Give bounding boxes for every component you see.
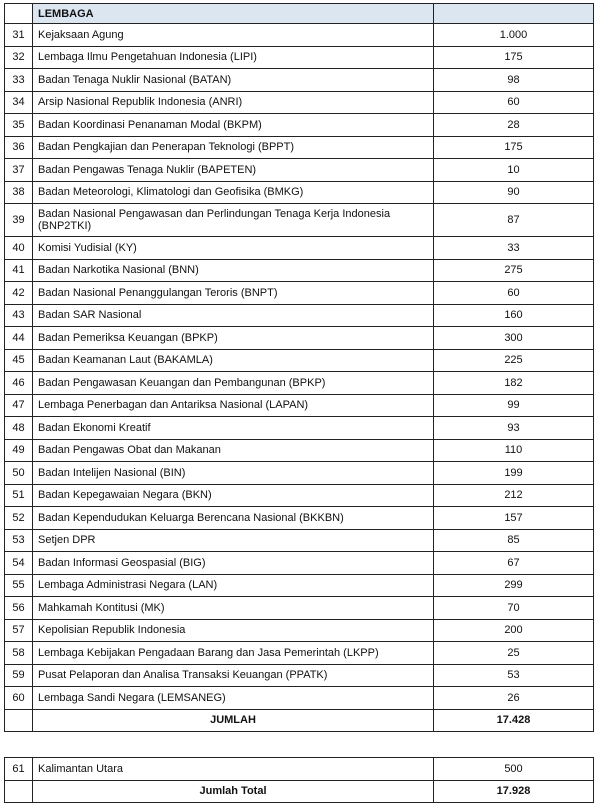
row-number: 51: [5, 484, 33, 507]
table-row: [5, 349, 594, 372]
table-row: [5, 46, 594, 69]
table-row: [5, 327, 594, 350]
table-row: [5, 758, 594, 781]
jumlah-value: 17.428: [434, 709, 594, 731]
jumlah-blank-cell: [5, 709, 33, 731]
row-number: 42: [5, 282, 33, 305]
table-row: [5, 574, 594, 597]
row-name: Badan Intelijen Nasional (BIN): [33, 462, 434, 485]
row-number: 34: [5, 91, 33, 114]
header-lembaga: LEMBAGA: [33, 4, 434, 24]
header-blank-cell: [5, 4, 33, 24]
row-name: Badan Pengawas Tenaga Nuklir (BAPETEN): [33, 159, 434, 182]
table-row: [5, 462, 594, 485]
row-name: Kejaksaan Agung: [33, 24, 434, 47]
row-name: Badan Ekonomi Kreatif: [33, 417, 434, 440]
row-name: Badan Kepegawaian Negara (BKN): [33, 484, 434, 507]
row-number: 46: [5, 372, 33, 395]
table-row: [5, 619, 594, 642]
row-name: Pusat Pelaporan dan Analisa Transaksi Keuangan (PPATK): [33, 664, 434, 687]
table-row: [5, 259, 594, 282]
row-name: Setjen DPR: [33, 529, 434, 552]
row-name: Badan Nasional Penanggulangan Teroris (BNPT): [33, 282, 434, 305]
row-number: 47: [5, 394, 33, 417]
row-name: Badan Kependudukan Keluarga Berencana Nasional (BKKBN): [33, 507, 434, 530]
row-number: 56: [5, 597, 33, 620]
table-row: [5, 372, 594, 395]
row-name: Lembaga Kebijakan Pengadaan Barang dan Jasa Pemerintah (LKPP): [33, 642, 434, 665]
row-value: 25: [434, 642, 594, 665]
table-row: [5, 439, 594, 462]
table-row: [5, 24, 594, 47]
row-value: 93: [434, 417, 594, 440]
row-name: Lembaga Ilmu Pengetahuan Indonesia (LIPI): [33, 46, 434, 69]
row-number: 33: [5, 69, 33, 92]
row-number: 49: [5, 439, 33, 462]
row-number: 60: [5, 687, 33, 710]
row-value: 175: [434, 136, 594, 159]
row-name: Badan Narkotika Nasional (BNN): [33, 259, 434, 282]
table-row: [5, 687, 594, 710]
row-number: 55: [5, 574, 33, 597]
row-name: Badan Tenaga Nuklir Nasional (BATAN): [33, 69, 434, 92]
row-number: 57: [5, 619, 33, 642]
row-value: 300: [434, 327, 594, 350]
row-value: 26: [434, 687, 594, 710]
row-number: 50: [5, 462, 33, 485]
total-blank-cell: [5, 780, 33, 802]
row-name: Badan Meteorologi, Klimatologi dan Geofisika (BMKG): [33, 181, 434, 204]
row-name: Badan Nasional Pengawasan dan Perlindungan Tenaga Kerja Indonesia (BNP2TKI): [33, 204, 434, 237]
table-row: [5, 394, 594, 417]
table-row: [5, 304, 594, 327]
table-row: [5, 237, 594, 260]
jumlah-label: JUMLAH: [33, 709, 434, 731]
row-value: 110: [434, 439, 594, 462]
row-number: 36: [5, 136, 33, 159]
row-value: 212: [434, 484, 594, 507]
row-value: 60: [434, 91, 594, 114]
row-name: Badan Informasi Geospasial (BIG): [33, 552, 434, 575]
row-number: 48: [5, 417, 33, 440]
row-number: 52: [5, 507, 33, 530]
row-name: Lembaga Sandi Negara (LEMSANEG): [33, 687, 434, 710]
row-name: Lembaga Administrasi Negara (LAN): [33, 574, 434, 597]
row-number: 45: [5, 349, 33, 372]
row-number: 53: [5, 529, 33, 552]
table-row: [5, 417, 594, 440]
jumlah-row: [5, 709, 594, 731]
row-number: 32: [5, 46, 33, 69]
row-value: 175: [434, 46, 594, 69]
row-value: 160: [434, 304, 594, 327]
header-value-cell: [434, 4, 594, 24]
row-number: 54: [5, 552, 33, 575]
row-value: 99: [434, 394, 594, 417]
row-value: 500: [434, 758, 594, 781]
row-name: Arsip Nasional Republik Indonesia (ANRI): [33, 91, 434, 114]
row-value: 1.000: [434, 24, 594, 47]
row-number: 39: [5, 204, 33, 237]
row-number: 37: [5, 159, 33, 182]
table-row: [5, 136, 594, 159]
row-name: Badan SAR Nasional: [33, 304, 434, 327]
row-value: 299: [434, 574, 594, 597]
table-row: [5, 664, 594, 687]
row-name: Lembaga Penerbagan dan Antariksa Nasional (LAPAN): [33, 394, 434, 417]
lembaga-table: [4, 3, 594, 732]
row-number: 40: [5, 237, 33, 260]
jumlah-total-label: Jumlah Total: [33, 780, 434, 802]
table-row: [5, 484, 594, 507]
row-value: 182: [434, 372, 594, 395]
row-value: 90: [434, 181, 594, 204]
table-header-row: [5, 4, 594, 24]
row-number: 58: [5, 642, 33, 665]
table-row: [5, 91, 594, 114]
row-name: Mahkamah Kontitusi (MK): [33, 597, 434, 620]
row-name: Badan Pengkajian dan Penerapan Teknologi (BPPT): [33, 136, 434, 159]
row-number: 38: [5, 181, 33, 204]
row-number: 31: [5, 24, 33, 47]
table-row: [5, 69, 594, 92]
row-value: 28: [434, 114, 594, 137]
row-value: 225: [434, 349, 594, 372]
row-number: 59: [5, 664, 33, 687]
row-number: 61: [5, 758, 33, 781]
row-name: Kalimantan Utara: [33, 758, 434, 781]
table-row: [5, 552, 594, 575]
row-name: Badan Koordinasi Penanaman Modal (BKPM): [33, 114, 434, 137]
row-number: 35: [5, 114, 33, 137]
row-value: 67: [434, 552, 594, 575]
table-row: [5, 282, 594, 305]
row-value: 53: [434, 664, 594, 687]
row-value: 200: [434, 619, 594, 642]
row-name: Badan Keamanan Laut (BAKAMLA): [33, 349, 434, 372]
row-value: 60: [434, 282, 594, 305]
table-row: [5, 114, 594, 137]
row-name: Komisi Yudisial (KY): [33, 237, 434, 260]
table-row: [5, 159, 594, 182]
row-name: Badan Pengawas Obat dan Makanan: [33, 439, 434, 462]
table-row: [5, 181, 594, 204]
row-number: 43: [5, 304, 33, 327]
total-table: [4, 757, 594, 803]
row-value: 87: [434, 204, 594, 237]
table-row: [5, 204, 594, 237]
row-value: 10: [434, 159, 594, 182]
row-number: 41: [5, 259, 33, 282]
row-value: 70: [434, 597, 594, 620]
jumlah-total-row: [5, 780, 594, 802]
table-row: [5, 597, 594, 620]
row-value: 33: [434, 237, 594, 260]
row-name: Badan Pemeriksa Keuangan (BPKP): [33, 327, 434, 350]
row-name: Badan Pengawasan Keuangan dan Pembangunan (BPKP): [33, 372, 434, 395]
table-row: [5, 642, 594, 665]
row-name: Kepolisian Republik Indonesia: [33, 619, 434, 642]
table-row: [5, 507, 594, 530]
table-row: [5, 529, 594, 552]
row-value: 85: [434, 529, 594, 552]
row-value: 199: [434, 462, 594, 485]
row-value: 157: [434, 507, 594, 530]
jumlah-total-value: 17.928: [434, 780, 594, 802]
row-value: 98: [434, 69, 594, 92]
row-number: 44: [5, 327, 33, 350]
row-value: 275: [434, 259, 594, 282]
